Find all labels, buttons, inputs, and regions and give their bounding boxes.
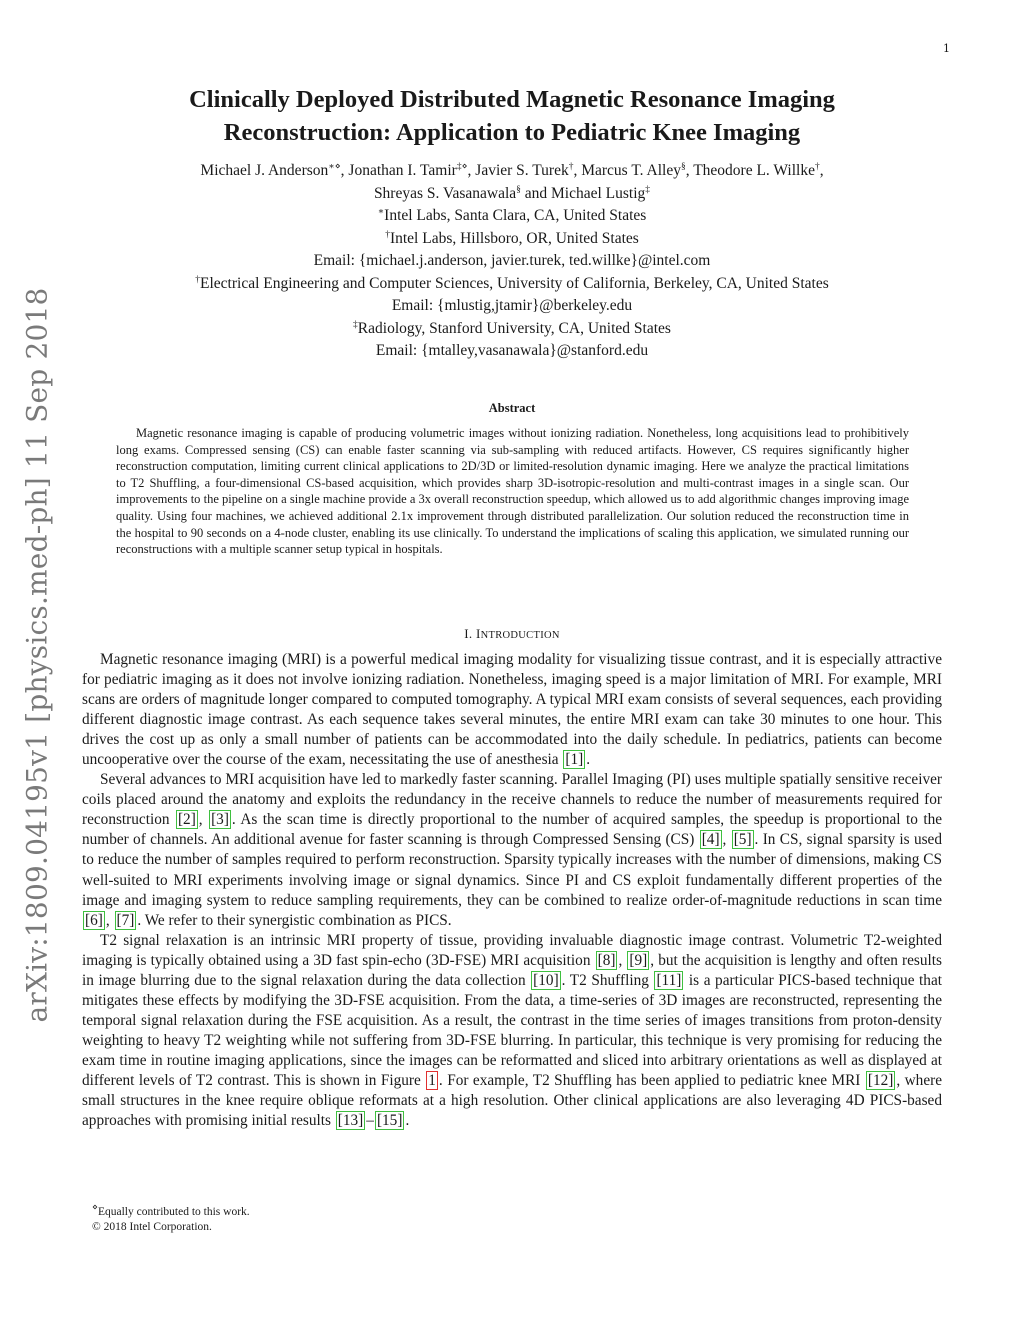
footnote-text: Equally contributed to this work. <box>97 1206 250 1218</box>
affiliation-text: Radiology, Stanford University, CA, United States <box>357 319 671 337</box>
affiliation-2 <box>90 228 934 251</box>
author-name: , Theodore L. Willke <box>685 162 815 179</box>
citation-link[interactable]: [7] <box>116 911 135 929</box>
citation-link[interactable]: [6] <box>85 911 103 929</box>
email-stanford: Email: {mtalley,vasanawala}@stanford.edu <box>375 342 649 359</box>
paragraph-text: , <box>618 951 627 969</box>
affiliation-text: Intel Labs, Santa Clara, CA, United States <box>384 207 647 224</box>
author-mark: ‡⋄ <box>456 161 468 172</box>
footnotes <box>82 1205 682 1235</box>
author-line-2 <box>90 183 934 206</box>
footnote-mark: ⋄ <box>92 1203 98 1214</box>
citation-link[interactable]: [1] <box>565 751 584 769</box>
intro-paragraph-1 <box>82 650 942 770</box>
paragraph-text: , where small structures in the knee require oblique reformats at a high resolution. Other clinical applications are also leveraging 4D PICS-based approaches with promising initial results <box>82 1071 942 1130</box>
title-line-2: Reconstruction: Application to Pediatric Knee Imaging <box>223 119 801 146</box>
section-numeral: I. <box>464 626 473 641</box>
paragraph-text: , <box>198 811 209 829</box>
paragraph-text: , but the acquisition is lengthy and often results in image blurring due to the signal relaxation during the data collection <box>82 951 942 989</box>
affiliation-mark: † <box>385 229 390 240</box>
citation-link[interactable]: [15] <box>376 1112 403 1130</box>
paragraph-text: . <box>405 1112 410 1130</box>
paper-title <box>100 83 924 149</box>
paragraph-text: . We refer to their synergistic combination as PICS. <box>137 911 452 929</box>
author-mark: ∗⋄ <box>328 161 341 172</box>
arxiv-identifier-stamp: arXiv:1809.04195v1 [physics.med-ph] 11 Sep 2018 <box>20 287 54 1023</box>
author-mark: ‡ <box>645 184 651 195</box>
author-name: , Marcus T. Alley <box>573 162 681 179</box>
author-line-1 <box>90 160 934 183</box>
figure-reference-link[interactable]: 1 <box>428 1071 436 1089</box>
paragraph-text: – <box>366 1112 374 1130</box>
paragraph-text: , <box>722 831 731 849</box>
author-block <box>90 160 934 363</box>
author-mark: † <box>814 161 820 172</box>
abstract-text: Magnetic resonance imaging is capable of producing volumetric images without ionizing radiation. Nonetheless, long acquisitions lead to prohibitively long exams. Compressed sensing (CS) can enable faster scanning via sub-sampling with reduced artifacts. However, CS requires significantly higher reconstruction computation, limiting current clinical applications to 2D/3D or limited-resolution dynamic imaging. Here we analyze the practical limitations to T2 Shuffling, a four-dimensional CS-based acquisition, which provides sharp 3D-isotropic-resolution and multi-contrast images in a single scan. Our improvements to the pipeline on a single machine provide a 3x overall reconstruction speedup, which allowed us to add algorithmic changes improving image quality. Using four machines, we achieved additional 2.1x improvement through distributed parallelization. Our solution reduced the reconstruction time in the hospital to 90 seconds on a 4-node cluster, enabling its use clinically. To understand the implications of scaling this application, we simulated running our reconstructions with a multiple scanner setup typical in hospitals. <box>116 426 909 557</box>
citation-link[interactable]: [2] <box>177 811 196 829</box>
affiliation-text: Intel Labs, Hillsboro, OR, United States <box>389 229 639 247</box>
citation-link[interactable]: [13] <box>337 1112 364 1130</box>
paragraph-text: . <box>586 751 591 769</box>
paragraph-text: T2 signal relaxation is an intrinsic MRI property of tissue, providing invaluable diagnostic image contrast. Volumetric T2-weighted imaging is typically obtained using a 3D fast spin-echo (3D-FSE) MRI acquisition <box>82 931 942 969</box>
affiliation-mark: † <box>195 274 201 285</box>
citation-link[interactable]: [5] <box>733 831 752 849</box>
paragraph-text: Several advances to MRI acquisition have led to markedly faster scanning. Parallel Imaging (PI) uses multiple spatially sensitive receiver coils placed around the anatomy and exploits the redundancy in the receive channels to reduce the number of measurements required for reconstruction <box>82 771 942 829</box>
citation-link[interactable]: [10] <box>533 971 559 989</box>
author-name: , Jonathan I. Tamir <box>340 162 457 179</box>
citation-link[interactable]: [8] <box>597 951 616 969</box>
affiliation-3 <box>90 273 934 296</box>
affiliation-text: Electrical Engineering and Computer Sciences, University of California, Berkeley, CA, United States <box>200 274 829 292</box>
intro-paragraph-2 <box>82 770 942 930</box>
paragraph-text: , <box>105 911 114 929</box>
author-name: Michael J. Anderson <box>200 162 329 179</box>
author-mark: § <box>516 184 521 195</box>
footnote-equal-contribution <box>82 1205 682 1220</box>
affiliation-mark: ‡ <box>353 319 358 330</box>
author-mark: § <box>680 161 686 172</box>
affiliation-4 <box>90 318 934 341</box>
paragraph-text: . In CS, signal sparsity is used to reduce the number of samples required to perform reconstruction. Sparsity typically increases with the number of dimensions, making CS well-suited to MRI experiments involving image or signal dynamics. Since PI and CS exploit fundamentally different properties of the image and imaging system to reduce sampling requirements, they can be combined to realize order-of-magnitude reductions in scan time <box>82 831 942 909</box>
paragraph-text: . As the scan time is directly proportional to the number of acquired samples, the speedup is proportional to the number of channels. An additional avenue for faster scanning is through Compressed Sensing (CS) <box>82 811 943 849</box>
abstract-heading: Abstract <box>488 401 536 415</box>
section-title-initial: I <box>475 626 481 641</box>
citation-link[interactable]: [4] <box>701 831 720 849</box>
paragraph-text: . For example, T2 Shuffling has been applied to pediatric knee MRI <box>438 1071 865 1089</box>
page-number: 1 <box>943 42 950 55</box>
author-name: , Javier S. Turek <box>467 162 569 179</box>
paragraph-text: Magnetic resonance imaging (MRI) is a powerful medical imaging modality for visualizing tissue contrast, and it is especially attractive for pediatric imaging as it does not involve ionizing radiation. Nonetheless, imaging speed is a major limitation of MRI. For example, MRI scans are orders of magnitude longer compared to computed tomography. A typical MRI exam consists of several sequences, each providing different diagnostic image contrast. As each sequence takes several minutes, the entire MRI exam can take 30 minutes to one hour. This drives the cost up as only a small number of patients can be accommodated into the daily schedule. In pediatrics, patients can become uncooperative over the course of the exam, necessitating the use of anesthesia <box>82 651 942 769</box>
paragraph-text: . T2 Shuffling <box>561 971 654 989</box>
author-separator: , <box>819 162 824 179</box>
introduction-body <box>82 650 942 1131</box>
author-name: and Michael Lustig <box>520 184 646 202</box>
footnote-copyright: © 2018 Intel Corporation. <box>92 1221 212 1233</box>
affiliation-mark: ∗ <box>377 206 385 217</box>
title-line-1: Clinically Deployed Distributed Magnetic Resonance Imaging <box>189 86 835 113</box>
author-name: Shreyas S. Vasanawala <box>373 184 517 202</box>
section-heading-introduction <box>0 626 1024 642</box>
intro-paragraph-3 <box>82 931 942 1131</box>
email-berkeley: Email: {mlustig,jtamir}@berkeley.edu <box>391 297 633 314</box>
citation-link[interactable]: [12] <box>867 1071 894 1089</box>
citation-link[interactable]: [11] <box>656 971 682 989</box>
section-title-rest: NTRODUCTION <box>480 630 560 641</box>
affiliation-1 <box>90 205 934 228</box>
email-intel: Email: {michael.j.anderson, javier.turek, ted.willke}@intel.com <box>313 252 711 269</box>
citation-link[interactable]: [9] <box>629 951 648 969</box>
citation-link[interactable]: [3] <box>211 811 229 829</box>
author-mark: † <box>568 161 574 172</box>
paragraph-text: is a particular PICS-based technique that mitigates these effects by modifying the 3D-FSE acquisition. From the data, a time-series of 3D images are reconstructed, representing the temporal signal relaxation during the FSE acquisition. As a result, the contrast in the time series of images transitions from proton-density weighting to heavy T2 weighting while not suffering from 3D-FSE blurring. In particular, this technique is very promising for reducing the exam time in routine imaging applications, since the images can be reformatted and sliced into arbitrary orientations as well as displayed at different levels of T2 contrast. This is shown in Figure <box>82 971 942 1089</box>
